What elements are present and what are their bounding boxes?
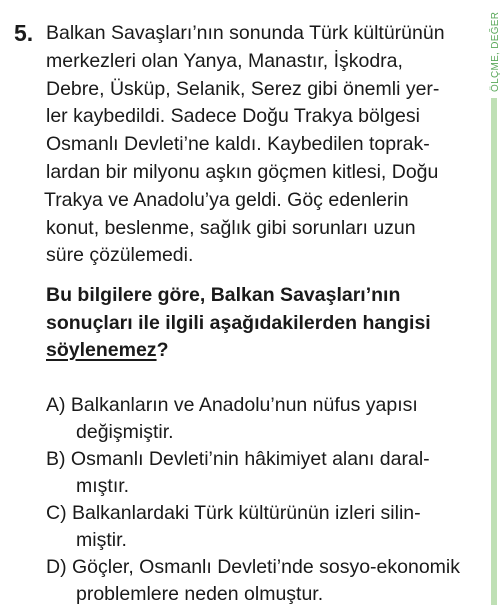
passage-line: Debre, Üsküp, Selanik, Serez gibi önemli yer- bbox=[46, 78, 440, 100]
passage-line: Balkan Savaşları’nın sonunda Türk kültürünün bbox=[46, 22, 445, 44]
option-text: miştir. bbox=[76, 529, 127, 551]
passage-line: Trakya ve Anadolu’ya geldi. Göç edenlerin bbox=[44, 189, 409, 211]
prompt-line: sonuçları ile ilgili aşağıdakilerden hangisi bbox=[46, 312, 431, 334]
option-text: değişmiştir. bbox=[76, 421, 174, 443]
section-side-bar bbox=[491, 98, 497, 605]
passage-line: Osmanlı Devleti’ne kaldı. Kaybedilen toprak- bbox=[46, 133, 430, 155]
option-text: A) Balkanların ve Anadolu’nun nüfus yapısı bbox=[46, 394, 418, 416]
negation-keyword: söylenemez bbox=[46, 339, 157, 361]
prompt-line bbox=[46, 338, 168, 362]
question-mark: ? bbox=[156, 339, 169, 361]
passage-line: konut, beslenme, sağlık gibi sorunları uzun bbox=[46, 217, 416, 239]
prompt-line: Bu bilgilere göre, Balkan Savaşları’nın bbox=[46, 284, 401, 306]
passage-line: ler kaybedildi. Sadece Doğu Trakya bölgesi bbox=[46, 105, 420, 127]
passage-line: merkezleri olan Yanya, Manastır, İşkodra, bbox=[46, 50, 403, 72]
option-text: mıştır. bbox=[76, 475, 130, 497]
option-text: D) Göçler, Osmanlı Devleti’nde sosyo-ekonomik bbox=[46, 556, 460, 578]
option-text: problemlere neden olmuştur. bbox=[76, 583, 324, 605]
option-text: B) Osmanlı Devleti’nin hâkimiyet alanı daral- bbox=[46, 448, 430, 470]
option-text: C) Balkanlardaki Türk kültürünün izleri silin- bbox=[46, 502, 421, 524]
question-number: 5. bbox=[14, 20, 34, 46]
section-side-label: ÖLÇME, DEĞER bbox=[490, 11, 501, 92]
passage-line: süre çözülemedi. bbox=[46, 244, 194, 266]
passage-line: lardan bir milyonu aşkın göçmen kitlesi, Doğu bbox=[46, 161, 439, 183]
